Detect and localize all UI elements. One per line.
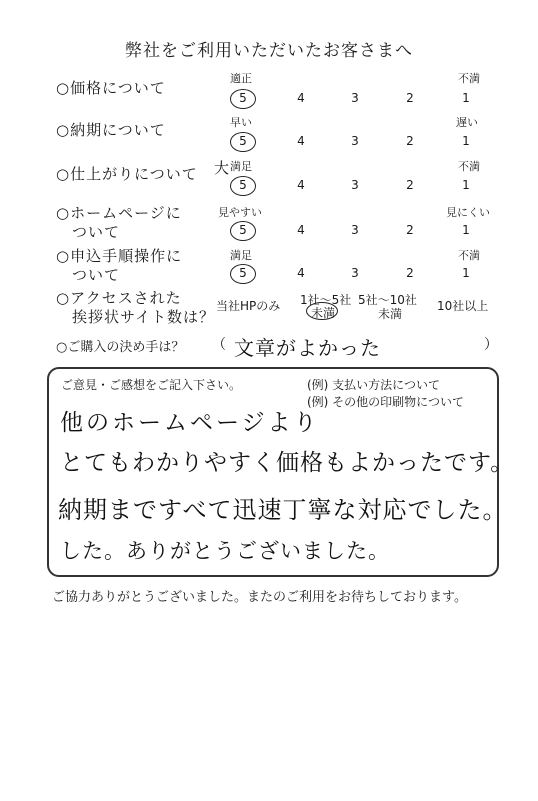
comment-line-3: 納期まですべて迅速丁寧な対応でした。 — [58, 496, 508, 524]
rating-2[interactable]: 2 — [406, 134, 414, 148]
question-decision: ○ご購入の決め手は？ — [56, 340, 185, 355]
rating-2[interactable]: 2 — [406, 91, 414, 105]
question-procedure-line2: ついて — [56, 266, 121, 284]
scale-high-label: 見やすい — [218, 206, 262, 219]
rating-3[interactable]: 3 — [351, 266, 359, 280]
question-site-count-line2: 挨拶状サイト数は？ — [56, 308, 215, 326]
rating-1[interactable]: 1 — [462, 91, 470, 105]
rating-5[interactable]: 5 — [239, 266, 247, 280]
scale-low-label: 不満 — [458, 249, 480, 262]
open-paren: （ — [212, 337, 226, 353]
rating-5[interactable]: 5 — [239, 178, 247, 192]
scale-low-label: 不満 — [458, 160, 480, 173]
question-delivery: ○納期について — [56, 121, 166, 139]
comment-example-2: (例) その他の印刷物について — [307, 395, 464, 409]
scale-low-label: 遅い — [456, 116, 478, 129]
scale-low-label: 不満 — [458, 72, 480, 85]
rating-3[interactable]: 3 — [351, 134, 359, 148]
scale-high-label: 早い — [230, 116, 252, 129]
comment-line-4: した。ありがとうございました。 — [60, 539, 390, 563]
rating-2[interactable]: 2 — [406, 266, 414, 280]
close-paren: ） — [484, 337, 498, 353]
scale-high-label: 満足 — [230, 249, 252, 262]
question-site-count: ○アクセスされた — [56, 289, 182, 307]
handwritten-mark: 大 — [214, 159, 230, 177]
handwritten-answer: 文章がよかった — [234, 336, 381, 360]
survey-title: 弊社をご利用いただいたお客さまへ — [125, 41, 413, 61]
comment-line-1: 他のホームページより — [60, 410, 320, 436]
rating-4[interactable]: 4 — [297, 223, 305, 237]
comment-example-1: (例) 支払い方法について — [307, 378, 440, 392]
option-5-10-sites[interactable]: 5社〜10社 — [358, 293, 417, 307]
rating-1[interactable]: 1 — [462, 178, 470, 192]
rating-2[interactable]: 2 — [406, 223, 414, 237]
rating-4[interactable]: 4 — [297, 178, 305, 192]
rating-3[interactable]: 3 — [351, 91, 359, 105]
rating-4[interactable]: 4 — [297, 266, 305, 280]
scale-high-label: 適正 — [230, 72, 252, 85]
rating-4[interactable]: 4 — [297, 91, 305, 105]
rating-3[interactable]: 3 — [351, 178, 359, 192]
option-only-our-site[interactable]: 当社HPのみ — [216, 299, 281, 313]
option-1-5-sites-suffix: 未満 — [311, 306, 336, 320]
footer-thanks: ご協力ありがとうございました。またのご利用をお待ちしております。 — [52, 590, 467, 605]
scale-low-label: 見にくい — [446, 206, 490, 219]
rating-5[interactable]: 5 — [239, 91, 247, 105]
scale-high-label: 満足 — [230, 160, 252, 173]
option-10-plus-sites[interactable]: 10社以上 — [437, 299, 489, 313]
comment-header: ご意見・ご感想をご記入下さい。 — [61, 378, 242, 392]
rating-5[interactable]: 5 — [239, 223, 247, 237]
question-price: ○価格について — [56, 79, 166, 97]
rating-2[interactable]: 2 — [406, 178, 414, 192]
rating-1[interactable]: 1 — [462, 134, 470, 148]
rating-5[interactable]: 5 — [239, 134, 247, 148]
rating-4[interactable]: 4 — [297, 134, 305, 148]
comment-line-2: とてもわかりやすく価格もよかったです。 — [60, 450, 515, 476]
rating-3[interactable]: 3 — [351, 223, 359, 237]
question-homepage: ○ホームページに — [56, 204, 182, 222]
rating-1[interactable]: 1 — [462, 266, 470, 280]
question-procedure: ○申込手順操作に — [56, 247, 183, 265]
question-finish: ○仕上がりについて — [56, 165, 198, 183]
option-5-10-sites-suffix: 未満 — [378, 307, 403, 321]
rating-1[interactable]: 1 — [462, 223, 470, 237]
question-homepage-line2: ついて — [56, 223, 121, 241]
option-1-5-sites[interactable]: 1社〜5社 — [300, 293, 352, 307]
